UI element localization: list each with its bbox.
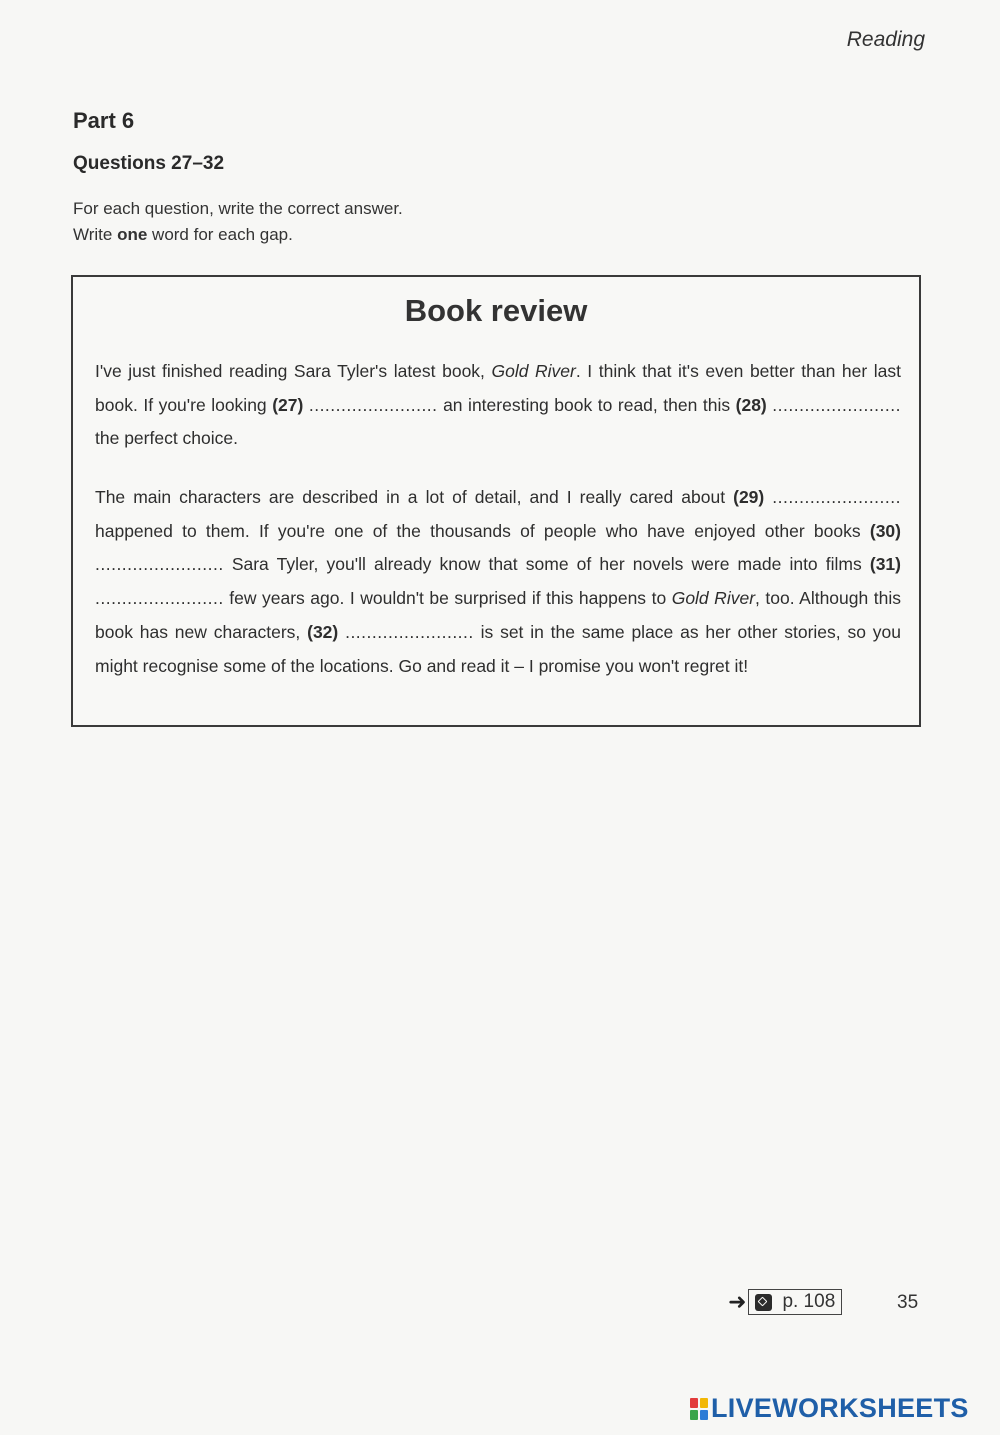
gap-32-blank[interactable]: ........................ [345, 621, 474, 642]
review-paragraph-1: I've just finished reading Sara Tyler's latest book, Gold River. I think that it's even better than her last book. If you're looking (27) ........................ an interesting book to read, then this (28) ........................ the perfect choice. [95, 361, 901, 449]
gap-27-number: (27) [272, 394, 304, 415]
gap-29-number: (29) [733, 487, 765, 507]
gap-31-blank[interactable]: ........................ [95, 588, 224, 609]
page-reference-text: p. 108 [782, 1291, 836, 1312]
gap-30-number: (30) [869, 520, 901, 541]
arrow-right-icon: ➜ [728, 1289, 747, 1314]
review-paragraph-2: The main characters are described in a lot of detail, and I really cared about (29) ........................ happened to them. If you're one of the thousands of people who have enjoyed other books (30) ........................ Sara Tyler, you'll already know that some of her novels were made into films (31) ........................ few years ago. I wouldn't be surprised if this happens to Gold River, too. Although this book has new characters, (32) ........................ is set in the same place as her other stories, so you might recognise some of the locations. Go and read it – I promise you won't regret it! [95, 487, 901, 676]
liveworksheets-mark-icon [690, 1398, 708, 1420]
gap-30-blank[interactable]: ........................ [95, 554, 224, 575]
gap-31-number: (31) [869, 554, 901, 575]
logo-square-red [690, 1398, 698, 1408]
logo-square-blue [700, 1410, 708, 1420]
gap-28-blank[interactable]: ........................ [772, 394, 901, 415]
page-reference[interactable] [728, 1289, 842, 1315]
review-box [71, 275, 921, 727]
liveworksheets-wordmark: LIVEWORKSHEETS [711, 1393, 969, 1423]
review-title: Book review [404, 293, 588, 328]
gap-32-number: (32) [307, 621, 339, 642]
gap-28-number: (28) [735, 394, 767, 415]
part-title: Part 6 [73, 108, 135, 133]
logo-square-yellow [700, 1398, 708, 1408]
workbook-icon [755, 1294, 772, 1311]
page-reference-box[interactable] [748, 1289, 842, 1315]
gap-27-blank[interactable]: ........................ [308, 394, 438, 415]
instruction-line-1: For each question, write the correct answer. [73, 199, 403, 218]
section-label: Reading [846, 28, 925, 51]
page-number: 35 [897, 1292, 919, 1313]
instructions [73, 196, 403, 248]
liveworksheets-logo [690, 1393, 969, 1424]
logo-square-green [690, 1410, 698, 1420]
instruction-line-2: Write one word for each gap. [73, 225, 293, 244]
questions-title: Questions 27–32 [73, 153, 225, 174]
gap-29-blank[interactable]: ........................ [772, 487, 901, 507]
